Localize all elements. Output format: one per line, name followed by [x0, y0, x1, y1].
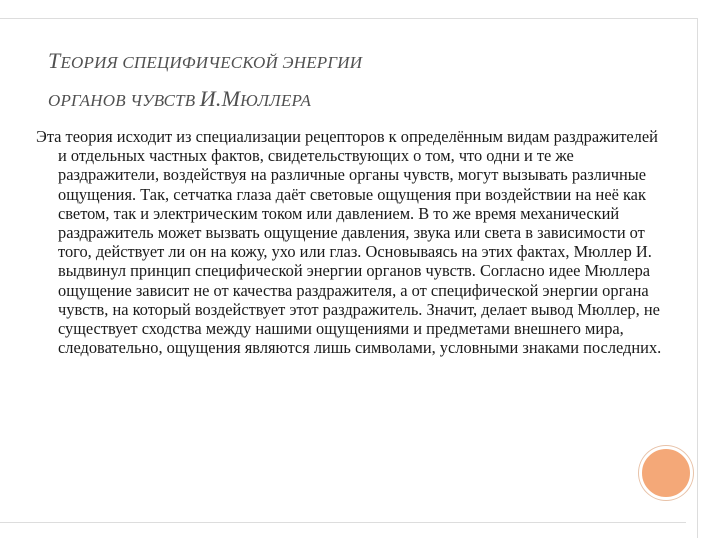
title-line-2	[48, 80, 648, 118]
frame-bottom-line	[0, 522, 686, 523]
body-paragraph: Эта теория исходит из специализации рецепторов к определённым видам раздражителей и отдельных частных фактов, свидетельствующих о том, что одни и те же раздражители, воздействуя на различные органы чувств, могут вызывать различные ощущения. Так, сетчатка глаза даёт световые ощущения при воздействии на неё как светом, так и электрическим током или давлением. В то же время механический раздражитель может вызвать ощущение давления, звука или света в зависимости от того, действует ли он на кожу, ухо или глаз. Основываясь на этих фактах, Мюллер И. выдвинул принцип специфической энергии органов чувств. Согласно идее Мюллера ощущение зависит не от качества раздражителя, а от специфической энергии органа чувств, на который воздействует этот раздражитель. Значит, делает вывод Мюллер, не существует сходства между нашими ощущениями и предметами внешнего мира, следовательно, ощущения являются лишь символами, условными знаками последних.	[36, 127, 662, 358]
title-line-1-text: ЕОРИЯ СПЕЦИФИЧЕСКОЙ ЭНЕРГИИ	[60, 53, 363, 72]
decorative-circle	[639, 446, 693, 500]
slide-title	[48, 42, 648, 118]
frame-top-line	[0, 18, 698, 19]
slide-body	[36, 127, 668, 357]
title-line-1	[48, 42, 648, 80]
title-line-2-text: ОРГАНОВ ЧУВСТВ	[48, 91, 200, 110]
title-author-initial: И.М	[199, 86, 241, 111]
title-author-rest: ЮЛЛЕРА	[240, 91, 312, 110]
frame-right-line	[697, 18, 698, 538]
title-initial-letter: Т	[48, 48, 61, 73]
